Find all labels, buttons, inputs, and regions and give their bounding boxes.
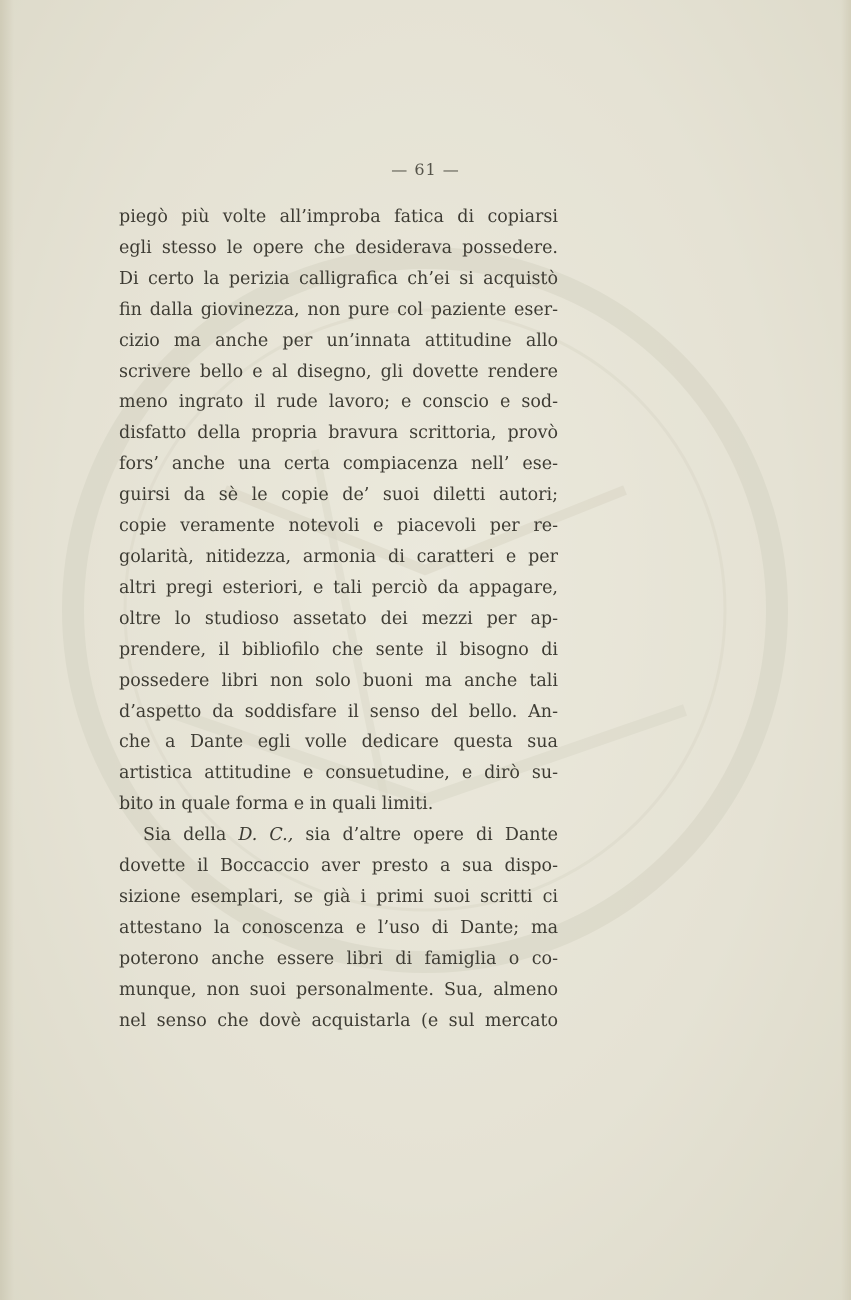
text-fragment: sia d’altre opere di Dante [293, 825, 558, 846]
text-line: dovette il Boccaccio aver presto a sua dispo- [119, 856, 558, 877]
text-line: piegò più volte all’improba fatica di copiarsi [119, 207, 558, 227]
text-line: guirsi da sè le copie de’ suoi diletti autori; [119, 485, 558, 506]
text-line: egli stesso le opere che desiderava possedere. [119, 237, 558, 258]
paragraph [119, 202, 558, 820]
text-line: nel senso che dovè acquistarla (e sul mercato [119, 1010, 558, 1031]
text-line: poterono anche essere libri di famiglia o co- [119, 948, 558, 969]
text-line: attestano la conoscenza e l’uso di Dante; ma [119, 917, 558, 938]
page-edge-left [0, 0, 14, 1300]
italic-abbreviation: D. C., [238, 825, 294, 846]
page-edge-right [841, 0, 851, 1300]
text-line: scrivere bello e al disegno, gli dovette rendere [119, 361, 558, 382]
text-line [119, 820, 558, 851]
text-line: sizione esemplari, se già i primi suoi scritti ci [119, 886, 558, 907]
text-line: prendere, il bibliofilo che sente il bisogno di [119, 639, 558, 660]
page-number: — 61 — [391, 160, 460, 179]
text-line: fin dalla giovinezza, non pure col paziente eser- [119, 299, 558, 320]
text-line: munque, non suoi personalmente. Sua, almeno [119, 979, 558, 1000]
text-line: possedere libri non solo buoni ma anche tali [119, 670, 558, 691]
body-text [119, 202, 558, 1036]
paragraph [119, 820, 558, 1036]
text-line: altri pregi esteriori, e tali perciò da appagare, [119, 577, 558, 598]
text-line: d’aspetto da soddisfare il senso del bello. An- [119, 701, 558, 722]
text-line: artistica attitudine e consuetudine, e dirò su- [119, 763, 558, 784]
text-line: meno ingrato il rude lavoro; e conscio e sod- [119, 392, 558, 413]
text-line: che a Dante egli volle dedicare questa sua [119, 732, 558, 753]
text-fragment: Sia della [143, 825, 239, 846]
text-line: cizio ma anche per un’innata attitudine allo [119, 330, 558, 351]
text-line: oltre lo studioso assetato dei mezzi per ap- [119, 608, 558, 629]
text-line: bito in quale forma e in quali limiti. [119, 794, 434, 815]
text-line: Di certo la perizia calligrafica ch’ei si acquistò [119, 268, 558, 289]
text-line: copie veramente notevoli e piacevoli per re- [119, 516, 558, 537]
text-line: golarità, nitidezza, armonia di caratteri e per [119, 546, 558, 567]
text-line: disfatto della propria bravura scrittoria, provò [119, 423, 558, 444]
text-line: fors’ anche una certa compiacenza nell’ ese- [119, 454, 558, 475]
